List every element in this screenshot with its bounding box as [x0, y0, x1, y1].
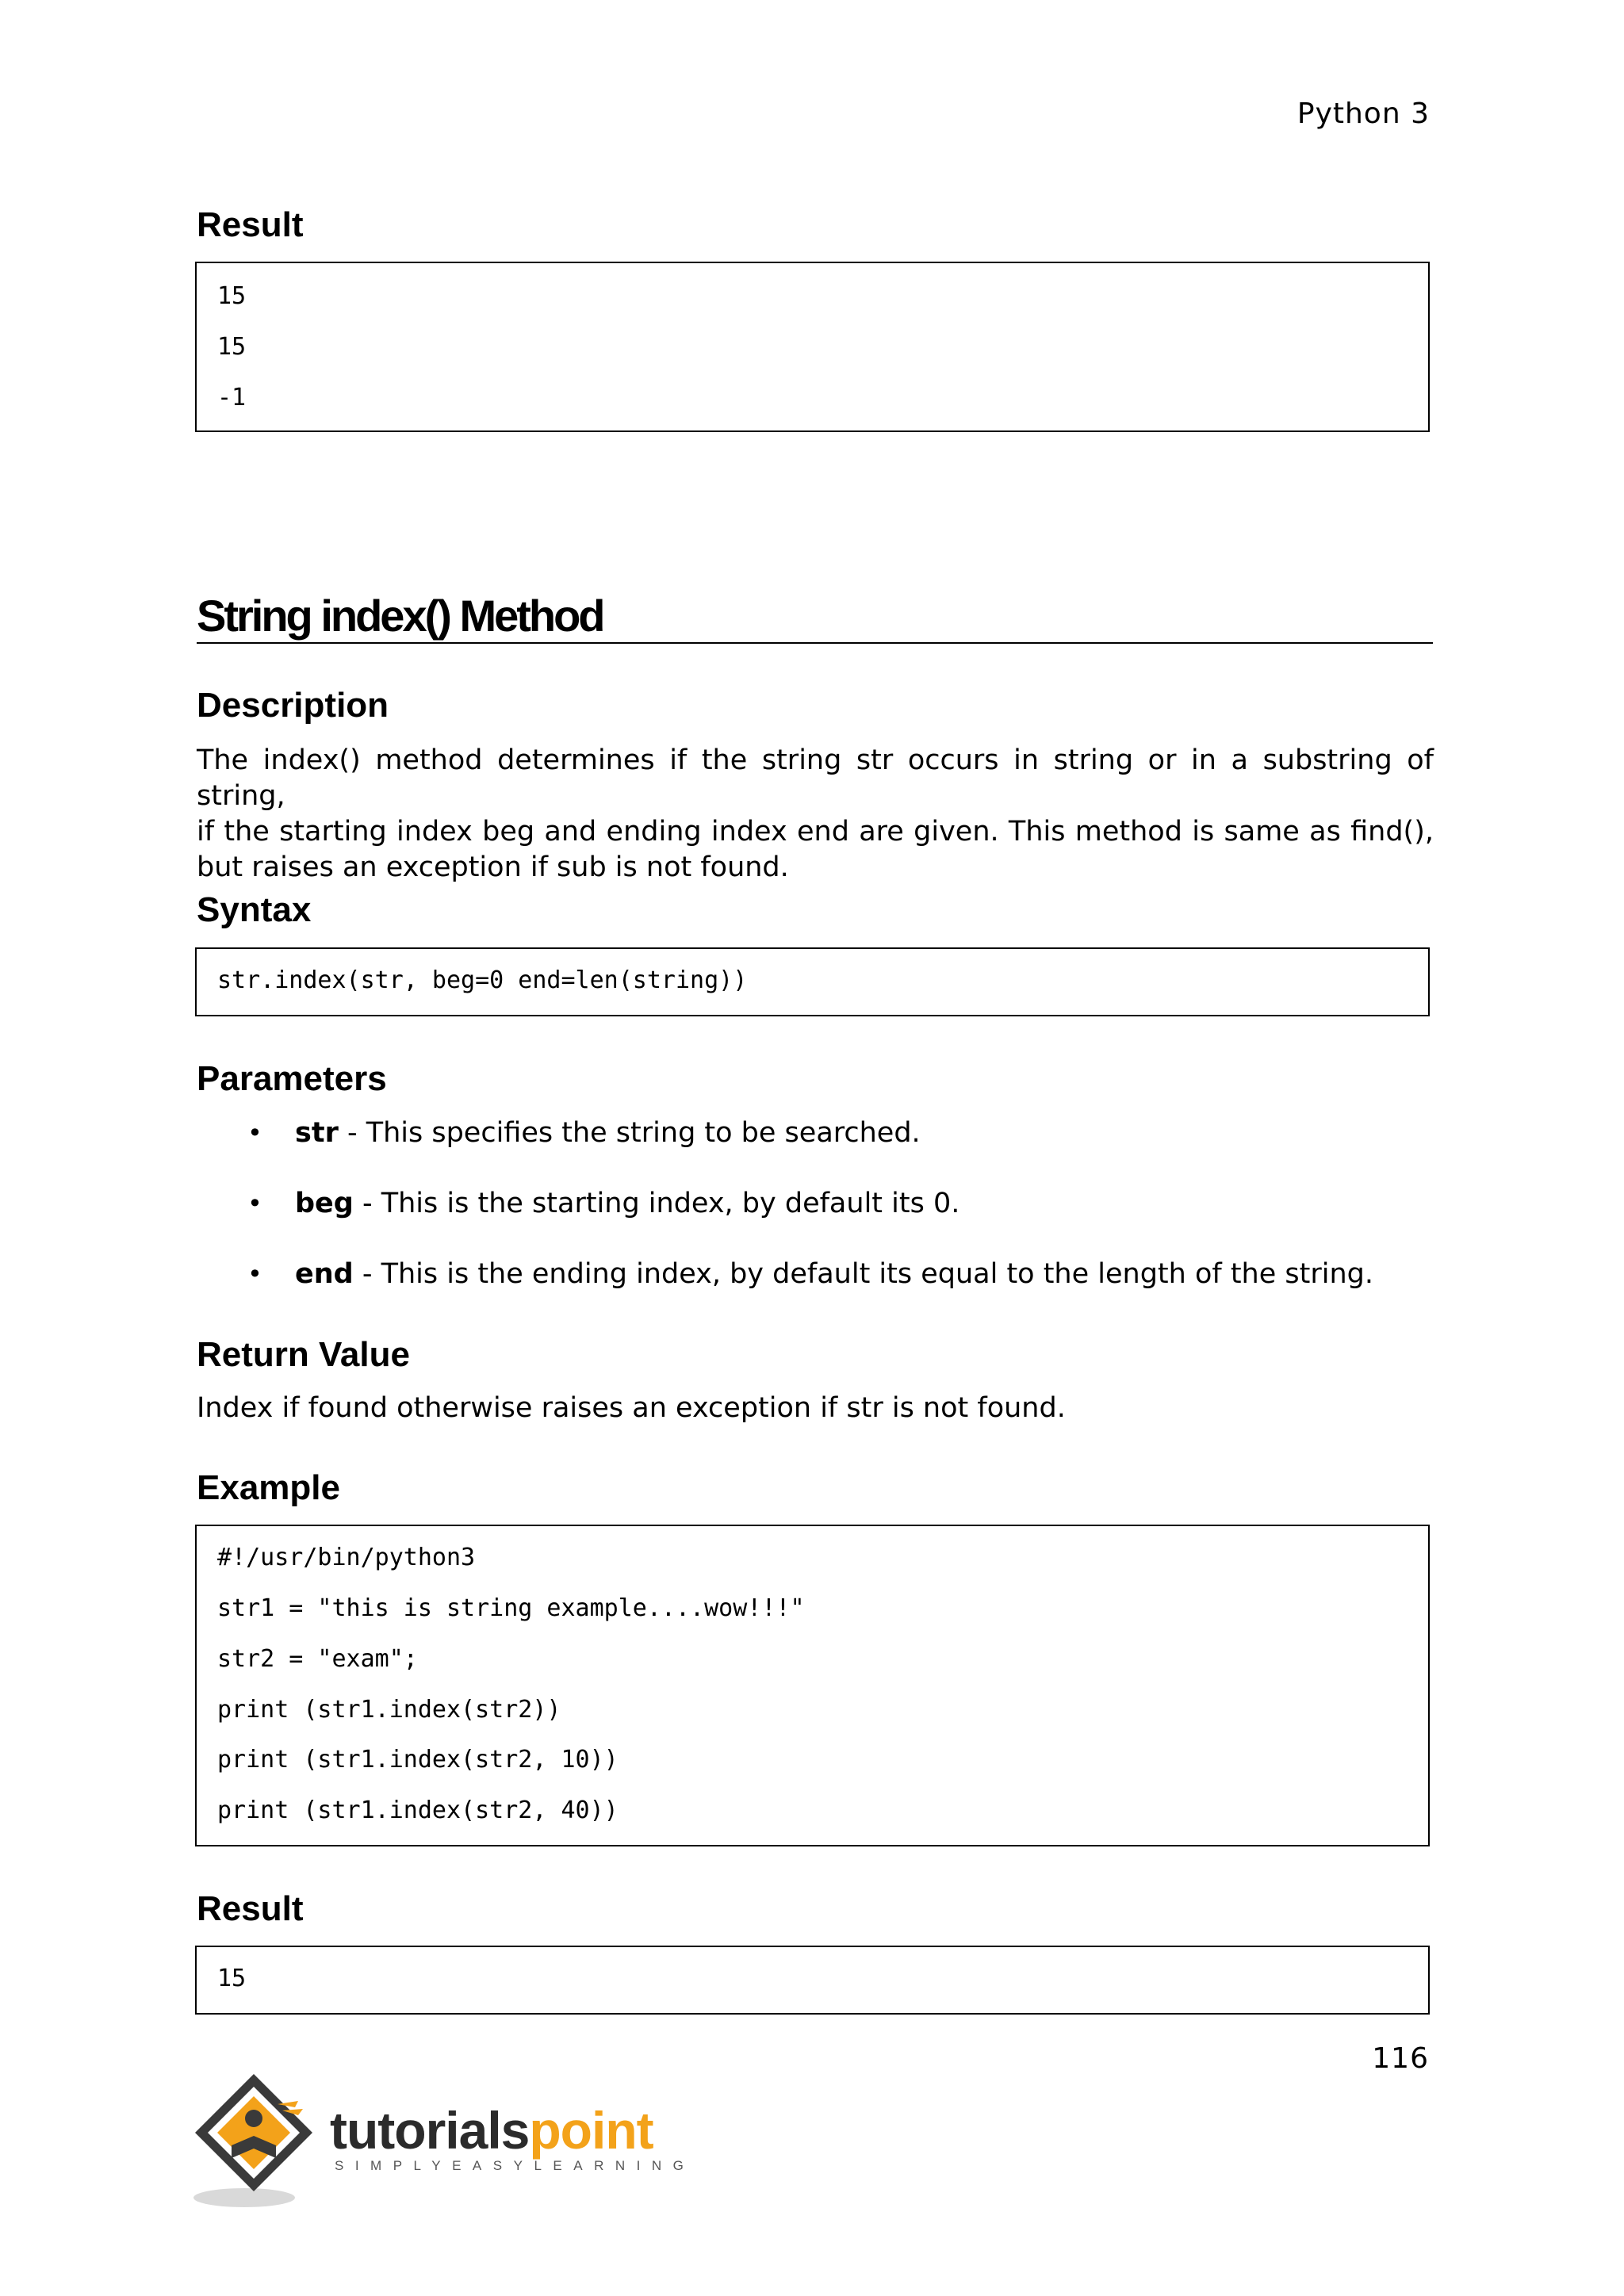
parameter-name: beg: [295, 1188, 354, 1219]
code-line: print (str1.index(str2, 40)): [217, 1797, 619, 1824]
code-line: 15: [217, 1965, 247, 1992]
logo-tagline: SIMPLYEASYLEARNING: [335, 2158, 695, 2173]
result-heading: Result: [197, 1889, 304, 1928]
bullet-icon: •: [247, 1259, 262, 1289]
result-output-box: [195, 262, 1430, 432]
code-line: str2 = "exam";: [217, 1645, 418, 1673]
code-line: #!/usr/bin/python3: [217, 1544, 476, 1571]
code-line: 15: [217, 333, 247, 361]
parameter-item: [197, 1257, 1434, 1292]
syntax-code-box: [195, 947, 1430, 1016]
paragraph-line: if the starting index beg and ending index end are given. This method is same as find(),: [197, 816, 1434, 848]
example-heading: Example: [197, 1468, 340, 1507]
code-line: print (str1.index(str2)): [217, 1696, 561, 1724]
page-number: 116: [1372, 2042, 1429, 2075]
paragraph-line: The index() method determines if the string str occurs in string or in a substring of string,: [197, 744, 1434, 812]
return-value-heading: Return Value: [197, 1335, 410, 1374]
result-heading: Result: [197, 205, 304, 244]
running-header: Python 3: [1297, 98, 1430, 130]
code-line: -1: [217, 384, 247, 411]
logo-wordmark: tutorialspoint: [330, 2101, 653, 2160]
parameter-name: end: [295, 1258, 354, 1290]
tutorialspoint-logo: [190, 2069, 695, 2212]
section-title: String index() Method: [197, 591, 603, 641]
result-output-box: [195, 1946, 1430, 2015]
bullet-icon: •: [247, 1188, 262, 1219]
parameter-description: - This is the starting index, by default its 0.: [353, 1188, 960, 1219]
return-value-text: Index if found otherwise raises an exception if str is not found.: [197, 1392, 1066, 1424]
parameter-item: [197, 1115, 1434, 1151]
syntax-heading: Syntax: [197, 890, 312, 929]
example-code-box: [195, 1525, 1430, 1846]
paragraph-line: but raises an exception if sub is not found.: [197, 851, 789, 883]
parameter-description: - This is the ending index, by default its equal to the length of the string.: [353, 1258, 1373, 1290]
parameter-name: str: [295, 1117, 339, 1149]
description-heading: Description: [197, 686, 389, 725]
bullet-icon: •: [247, 1118, 262, 1148]
section-divider: [197, 642, 1433, 644]
code-line: str.index(str, beg=0 end=len(string)): [217, 966, 748, 994]
parameter-item: [197, 1186, 1434, 1222]
parameters-heading: Parameters: [197, 1059, 387, 1098]
parameter-description: - This specifies the string to be searched.: [338, 1117, 921, 1149]
code-line: str1 = "this is string example....wow!!!": [217, 1594, 805, 1622]
code-line: print (str1.index(str2, 10)): [217, 1746, 619, 1774]
code-line: 15: [217, 282, 247, 310]
logo-emblem-icon: [190, 2069, 333, 2212]
description-paragraph: [197, 743, 1434, 886]
